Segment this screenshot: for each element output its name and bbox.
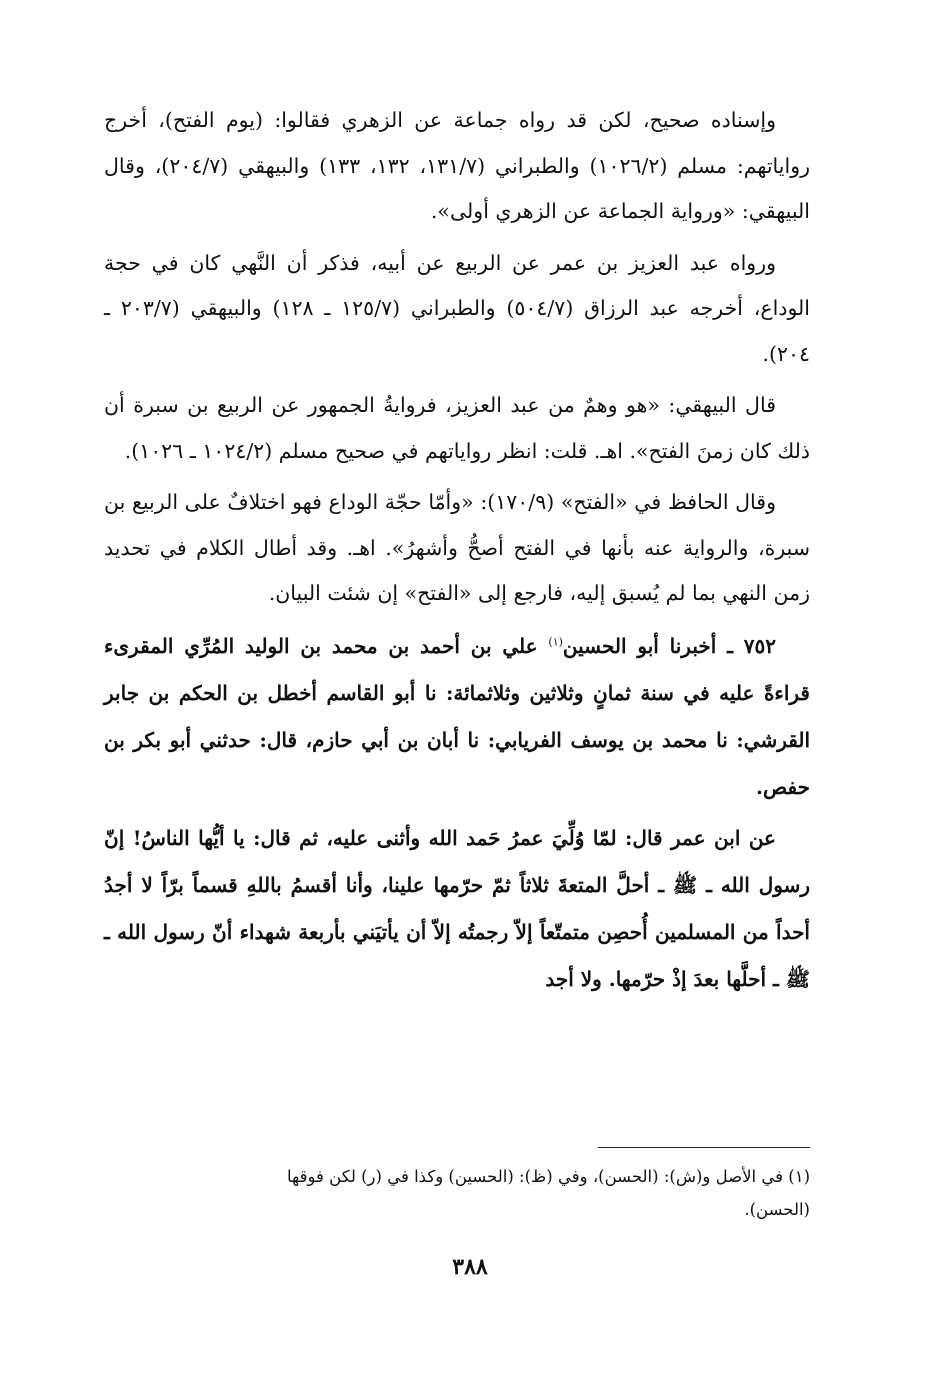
commentary-paragraph-1: وإسناده صحيح، لكن قد رواه جماعة عن الزهري فقالوا: (يوم الفتح)، أخرج رواياتهم: مسلم (١٠٢٦/٢) والطبراني (١٣١/٧، ١٣٢، ١٣٣) والبيهقي (٢٠٤/٧)، وقال البيهقي: «ورواية الجماعة عن الزهري أولى». (104, 108, 810, 223)
footnotes (104, 1160, 810, 1226)
page-number: ٣٨٨ (452, 1254, 488, 1280)
footnote-line-2: (الحسن). (744, 1200, 810, 1219)
footnote-divider (598, 1147, 810, 1148)
footnote-line-1: (١) في الأصل و(ش): (الحسن)، وفي (ظ): (الحسين) وكذا في (ر) لكن فوقها (287, 1167, 810, 1186)
hadith-matn: عن ابن عمر قال: لمّا وُلِّيَ عمرُ حَمد الله وأثنى عليه، ثم قال: يا أيُّها الناسُ! إنّ رسول الله ـ ﷺ ـ أحلَّ المتعةَ ثلاثاً ثمّ حرّمها علينا، وأنا أقسمُ باللهِ قسماً برّاً لا أجدُ أحداً من المسلمين أُحصِن متمتّعاً إلاّ رجمتُه إلاّ أن يأتيَني بأربعة شهداء أنّ رسول الله ـ ﷺ ـ أحلَّها بعدَ إذْ حرّمها. ولا أجد (104, 825, 811, 991)
isnad-chain: علي بن أحمد بن محمد بن الوليد المُرِّي المقرىء قراءةً عليه في سنة ثمانٍ وثلاثين وثلاثمائة: نا أبو القاسم أخطل بن الحكم بن جابر القرشي: نا محمد بن يوسف الفريابي: نا أبان بن أبي حازم، قال: حدثني أبو بكر بن حفص. (104, 633, 810, 799)
hadith-number: ٧٥٢ (743, 633, 777, 658)
footnote-reference[interactable]: (١) (548, 634, 563, 648)
commentary-paragraph-4: وقال الحافظ في «الفتح» (١٧٠/٩): «وأمّا حجّة الوداع فهو اختلافٌ على الربيع بن سبرة، والرواية عنه بأنها في الفتح أصحُّ وأشهرُ». اهـ. وقد أطال الكلام في تحديد زمن النهي بما لم يُسبق إليه، فارجع إلى «الفتح» إن شئت البيان. (104, 490, 810, 605)
commentary-paragraph-2: ورواه عبد العزيز بن عمر عن الربيع عن أبيه، فذكر أن النَّهي كان في حجة الوداع، أخرجه عبد الرزاق (٥٠٤/٧) والطبراني (١٢٥/٧ ـ ١٢٨) والبيهقي (٢٠٣/٧ ـ ٢٠٤). (104, 250, 810, 366)
page-body (104, 98, 810, 1007)
hadith-separator: ـ (727, 633, 733, 658)
commentary-paragraph-3: قال البيهقي: «هو وهمٌ من عبد العزيز، فروايةُ الجمهور عن الربيع بن سبرة أن ذلك كان زمنَ الفتح». اهـ. قلت: انظر رواياتهم في صحيح مسلم (١٠٢٤/٢ ـ ١٠٢٦). (104, 393, 810, 463)
isnad-opening: أخبرنا أبو الحسين (562, 633, 717, 658)
hadith-isnad (104, 623, 810, 811)
